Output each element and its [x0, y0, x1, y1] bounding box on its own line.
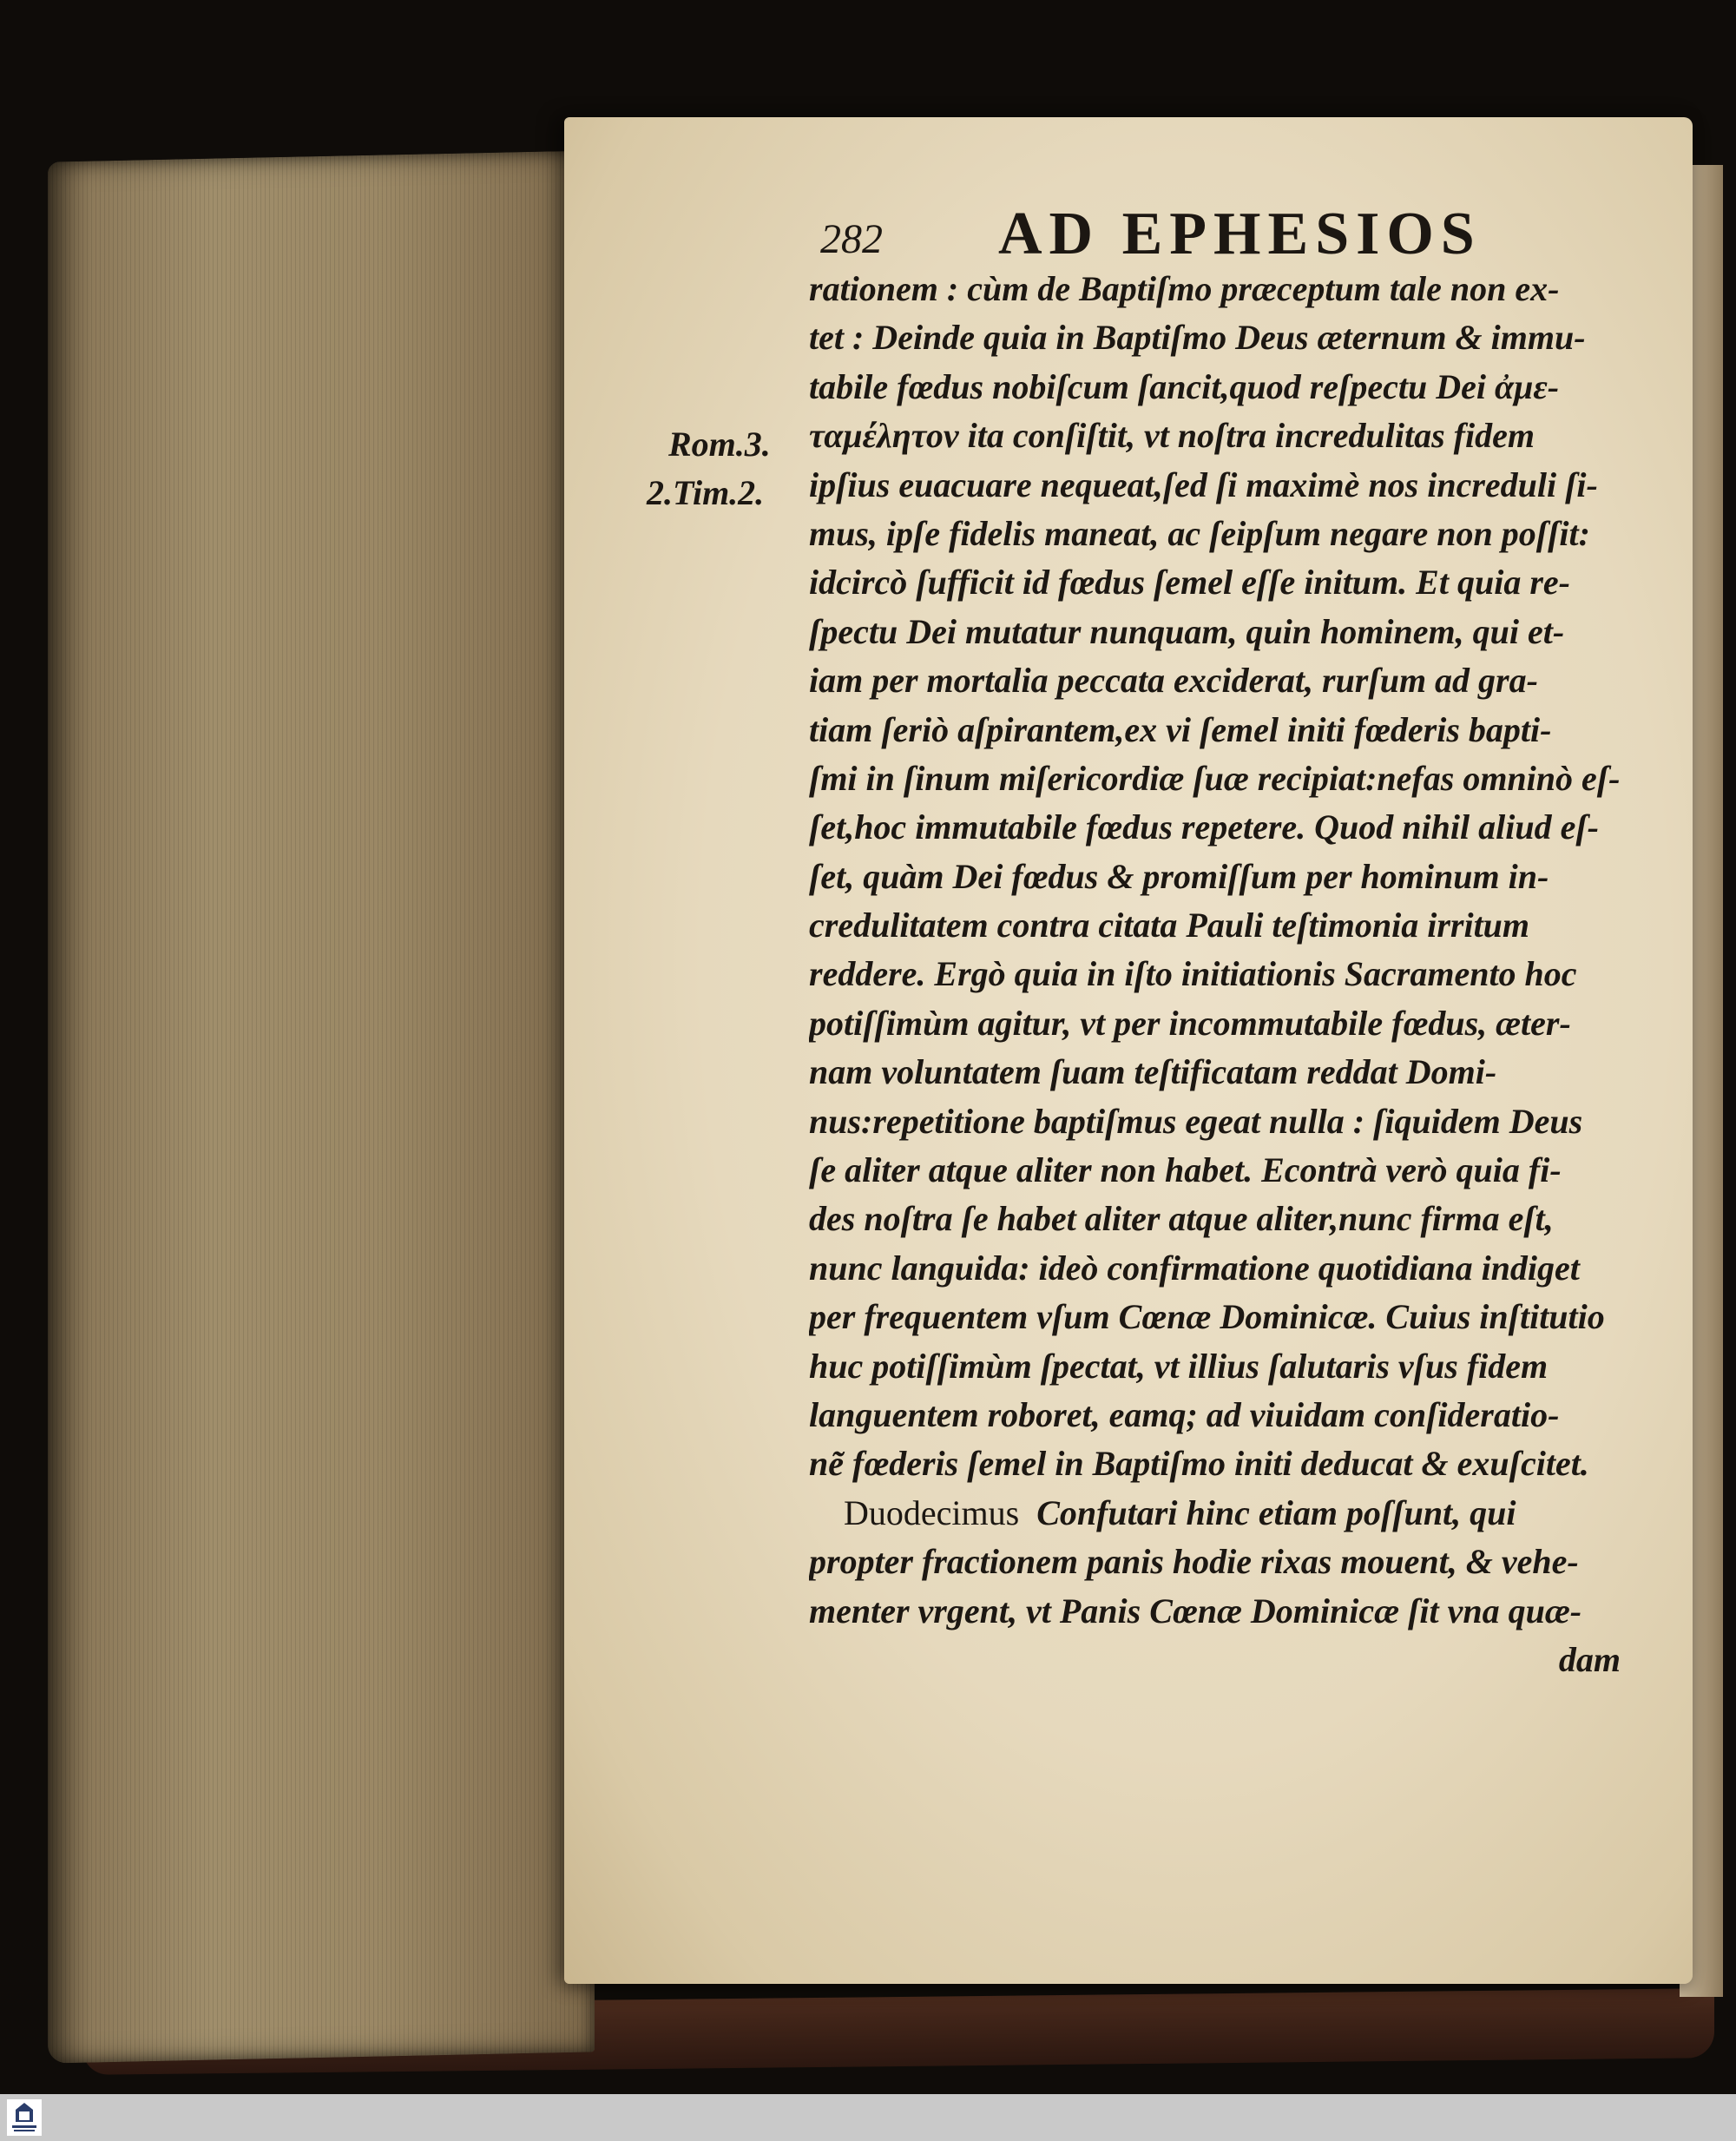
text-line: ſet, quàm Dei fœdus & promiſſum per hominum in-: [809, 856, 1549, 896]
text-line: iam per mortalia peccata exciderat, rurſum ad gra-: [809, 661, 1538, 701]
footer-bar: [0, 2094, 1736, 2141]
text-line: ſpectu Dei mutatur nunquam, quin hominem, qui et-: [809, 611, 1565, 651]
text-line: Confutari hinc etiam poſſunt, qui: [1036, 1492, 1516, 1532]
text-line: credulitatem contra citata Pauli teſtimonia irritum: [809, 906, 1530, 945]
text-line: tiam ſeriò aſpirantem,ex vi ſemel initi fœderis bapti-: [809, 709, 1552, 749]
book-page: [564, 117, 1693, 1984]
running-title: AD EPHESIOS: [998, 201, 1482, 267]
text-line: propter fractionem panis hodie rixas mouent, & vehe-: [809, 1542, 1579, 1582]
page-number: 282: [820, 216, 883, 262]
text-line: reddere. Ergò quia in iſto initiationis Sacramento hoc: [809, 954, 1577, 994]
text-line: nunc languida: ideò confirmatione quotidiana indiget: [809, 1248, 1580, 1288]
text-line: nus:repetitione baptiſmus egeat nulla : ſiquidem Deus: [809, 1101, 1583, 1141]
text-line: nẽ fœderis ſemel in Baptiſmo initi deducat & exuſcitet.: [809, 1444, 1589, 1484]
text-line: tabile fœdus nobiſcum ſancit,quod reſpectu Dei ἀμε-: [809, 366, 1560, 406]
text-line: languentem roboret, eamq; ad viuidam conſideratio-: [809, 1394, 1560, 1434]
section-label: Duodecimus: [844, 1492, 1020, 1532]
text-line: nam voluntatem ſuam teſtificatam reddat Domi-: [809, 1052, 1497, 1092]
margin-note: Rom.3.: [668, 425, 771, 464]
text-line: ſet,hoc immutabile fœdus repetere. Quod nihil aliud eſ-: [809, 807, 1599, 847]
book-page-edges: [48, 150, 595, 2063]
library-logo-icon: [7, 2099, 42, 2136]
text-line: ipſius euacuare nequeat,ſed ſi maximè nos increduli ſi-: [809, 464, 1598, 504]
text-line: tet : Deinde quia in Baptiſmo Deus æternum & immu-: [809, 318, 1586, 358]
text-line: potiſſimùm agitur, vt per incommutabile fœdus, æter-: [809, 1003, 1571, 1043]
text-line: ſmi in ſinum miſericordiæ ſuæ recipiat:nefas omninò eſ-: [809, 758, 1621, 798]
text-line: idcircò ſufficit id fœdus ſemel eſſe initum. Et quia re-: [809, 563, 1570, 603]
text-line: ταμέλητον ita conſiſtit, vt noſtra incredulitas fidem: [809, 416, 1535, 456]
body-text: [809, 265, 1621, 1684]
text-line: huc potiſſimùm ſpectat, vt illius ſalutaris vſus fidem: [809, 1346, 1549, 1386]
text-line: menter vrgent, vt Panis Cœnæ Dominicæ ſit vna quæ-: [809, 1591, 1582, 1630]
catchword: dam: [1558, 1639, 1621, 1679]
text-line: mus, ipſe fidelis maneat, ac ſeipſum negare non poſſit:: [809, 513, 1590, 553]
text-line: des noſtra ſe habet aliter atque aliter,nunc firma eſt,: [809, 1199, 1554, 1239]
text-line: rationem : cùm de Baptiſmo præceptum tale non ex-: [809, 269, 1560, 308]
text-line: per frequentem vſum Cœnæ Dominicæ. Cuius inſtitutio: [809, 1297, 1605, 1337]
margin-note: 2.Tim.2.: [647, 473, 765, 512]
section-start-line: [809, 1489, 1621, 1538]
text-line: ſe aliter atque aliter non habet. Econtrà verò quia fi-: [809, 1150, 1562, 1190]
